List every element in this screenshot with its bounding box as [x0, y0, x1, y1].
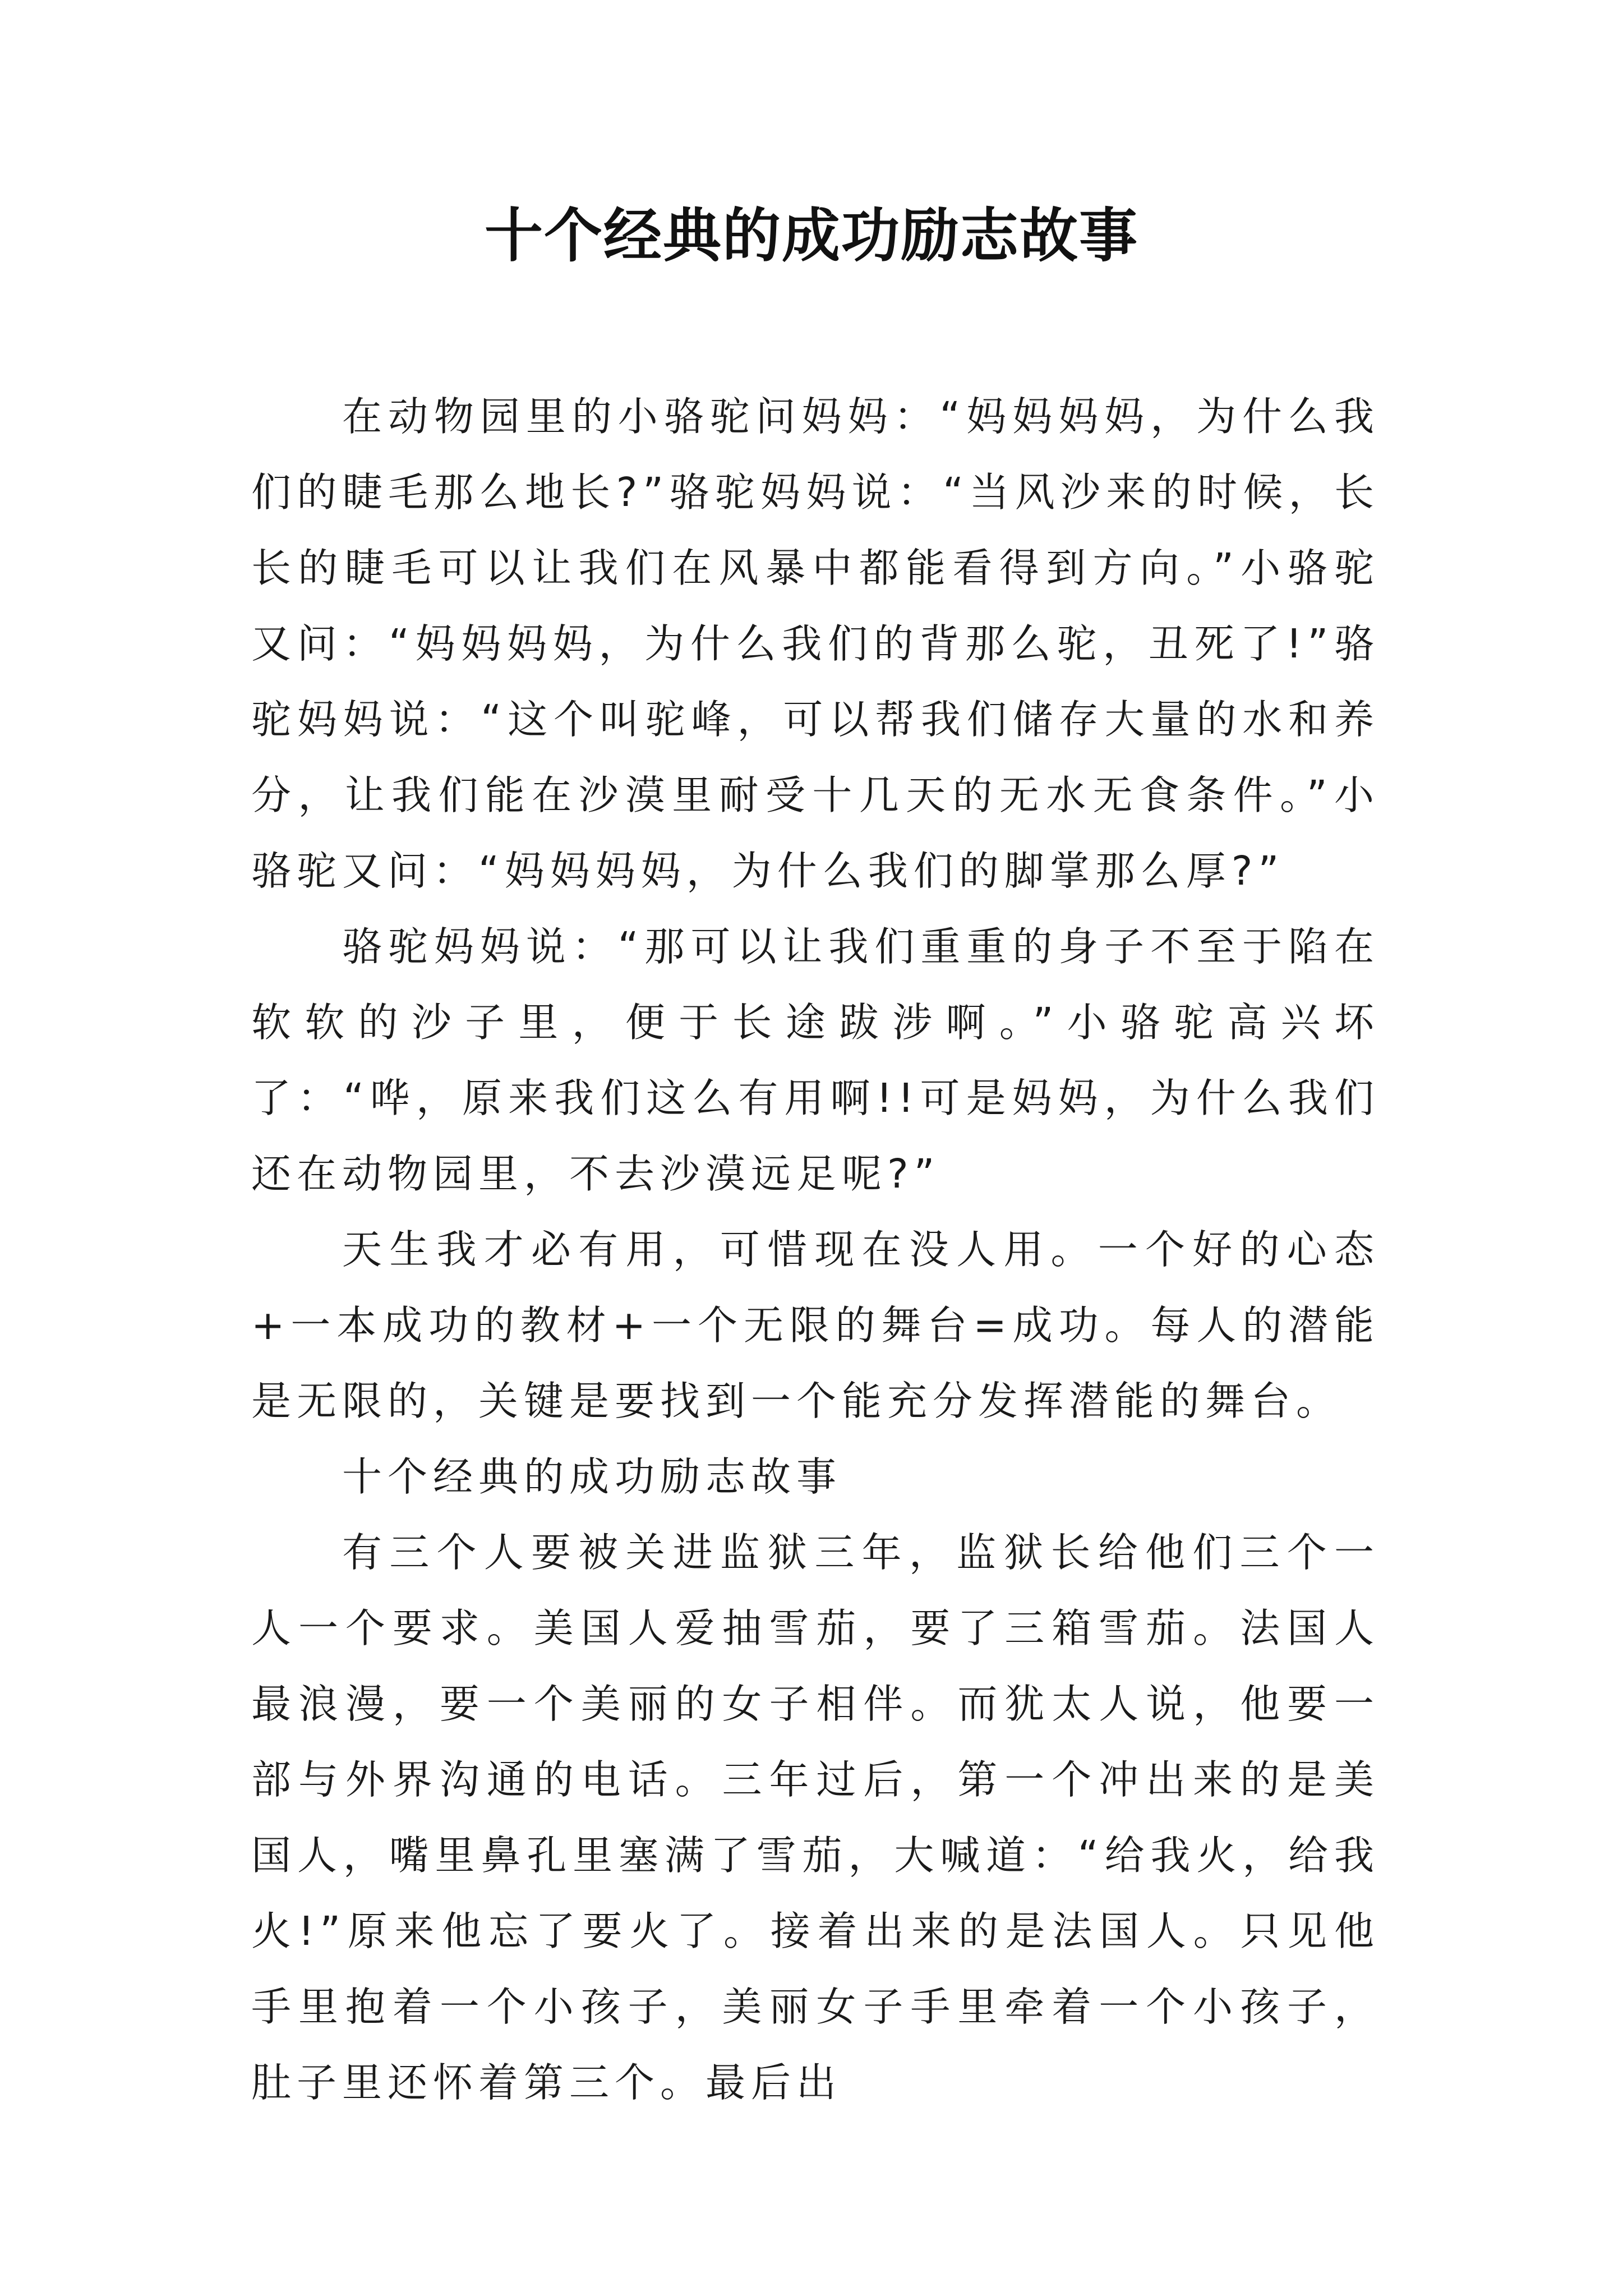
paragraph-moral: 天生我才必有用，可惜现在没人用。一个好的心态+一本成功的教材+一个无限的舞台=成功。每人的潜能是无限的，关键是要找到一个能充分发挥潜能的舞台。 [251, 1226, 1380, 1424]
document-title: 十个经典的成功励志故事 [484, 201, 1138, 270]
paragraph-subheading: 十个经典的成功励志故事 [342, 1453, 842, 1500]
document-body [251, 379, 1380, 2120]
paragraph-camel-questions: 在动物园里的小骆驼问妈妈：“妈妈妈妈，为什么我们的睫毛那么地长?”骆驼妈妈说：“当风沙来的时候，长长的睫毛可以让我们在风暴中都能看得到方向。”小骆驼又问：“妈妈妈妈，为什么我们的背那么驼，丑死了!”骆驼妈妈说：“这个叫驼峰，可以帮我们储存大量的水和养分，让我们能在沙漠里耐受十几天的无水无食条件。”小骆驼又问：“妈妈妈妈，为什么我们的脚掌那么厚?” [251, 393, 1380, 894]
paragraph-prison-story: 有三个人要被关进监狱三年，监狱长给他们三个一人一个要求。美国人爱抽雪茄，要了三箱雪茄。法国人最浪漫，要一个美丽的女子相伴。而犹太人说，他要一部与外界沟通的电话。三年过后，第一个冲出来的是美国人，嘴里鼻孔里塞满了雪茄，大喊道：“给我火，给我火!”原来他忘了要火了。接着出来的是法国人。只见他手里抱着一个小孩子，美丽女子手里牵着一个小孩子，肚子里还怀着第三个。最后出 [251, 1529, 1380, 2106]
paragraph-camel-answer: 骆驼妈妈说：“那可以让我们重重的身子不至于陷在软软的沙子里，便于长途跋涉啊。”小骆驼高兴坏了：“哗，原来我们这么有用啊!!可是妈妈，为什么我们还在动物园里，不去沙漠远足呢?” [251, 923, 1380, 1197]
